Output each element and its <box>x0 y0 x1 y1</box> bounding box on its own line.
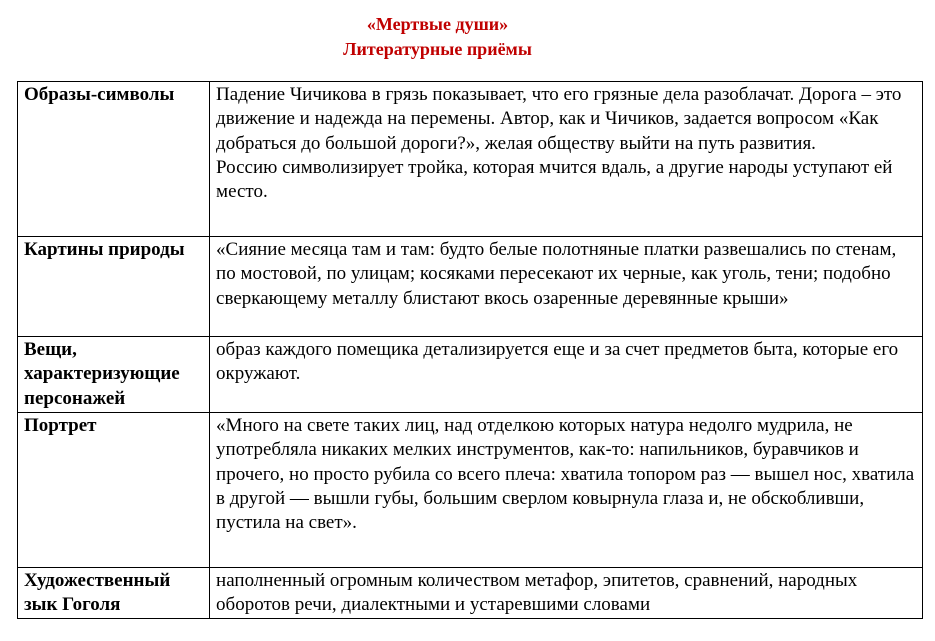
term-cell: Вещи, характеризующие персонажей <box>18 337 210 413</box>
table-row <box>18 237 923 337</box>
description-paragraph: Падение Чичикова в грязь показывает, что его грязные дела разоблачат. Дорога – это движение и надежда на перемены. Автор, как и Чичиков, задается вопросом «Как добраться до большой дороги?», желая обществу выйти на путь развития. <box>216 84 902 154</box>
table-row <box>18 337 923 413</box>
document-subtitle: Литературные приёмы <box>343 39 532 59</box>
description-cell <box>210 413 923 568</box>
table-row <box>18 568 923 619</box>
document-title: «Мертвые души» <box>366 14 509 34</box>
description-cell <box>210 337 923 413</box>
table-row <box>18 82 923 237</box>
term-cell: Картины природы <box>18 237 210 337</box>
description-paragraph: наполненный огромным количеством метафор, эпитетов, сравнений, народных оборотов речи, диалектными и устаревшими словами <box>216 570 858 616</box>
literary-devices-table <box>17 81 923 619</box>
table-row <box>18 413 923 568</box>
term-cell: Художественный зык Гоголя <box>18 568 210 619</box>
term-cell: Портрет <box>18 413 210 568</box>
description-cell <box>210 568 923 619</box>
description-cell <box>210 237 923 337</box>
description-paragraph: образ каждого помещика детализируется еще и за счет предметов быта, которые его окружают. <box>216 339 899 385</box>
term-cell: Образы-символы <box>18 82 210 237</box>
description-paragraph: Россию символизирует тройка, которая мчится вдаль, а другие народы уступают ей место. <box>216 156 893 203</box>
description-cell <box>210 82 923 237</box>
description-paragraph: «Много на свете таких лиц, над отделкою которых натура недолго мудрила, не употребляла никаких мелких инструментов, как-то: напильников, буравчиков и прочего, но просто рубила со всего плеча: хватила топором раз — вышел нос, хватила в другой — вышли губы, большим сверлом ковырнула глаза и, не обскобливши, пустила на свет». <box>216 415 915 534</box>
description-paragraph: «Сияние месяца там и там: будто белые полотняные платки развешались по стенам, по мостовой, по улицам; косяками пересекают их черные, как уголь, тени; подобно сверкающему металлу блистают вкось озаренные деревянные крыши» <box>216 239 897 309</box>
